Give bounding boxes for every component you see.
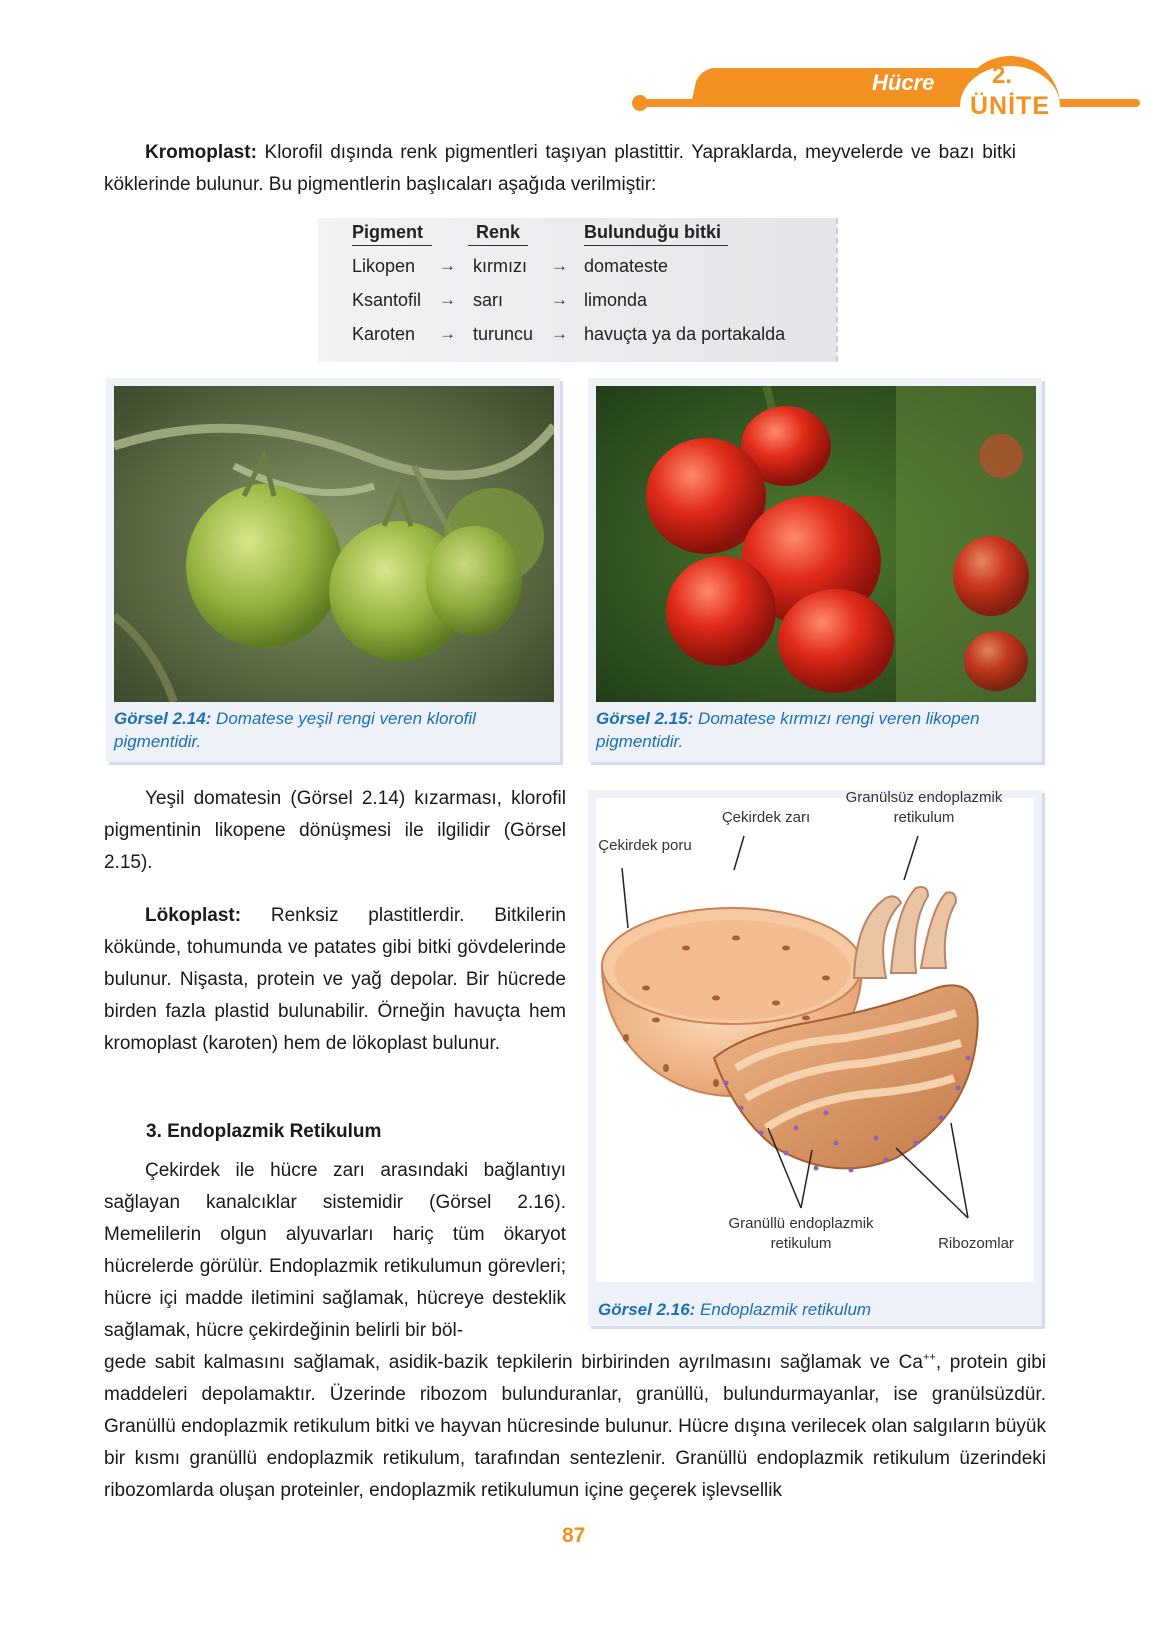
pigment-table [318, 218, 838, 362]
figure-215-label: Görsel 2.15: [596, 709, 694, 728]
arrow-icon: → [551, 290, 568, 309]
lokoplast-text: Renksiz plastitlerdir. Bitkilerin kökünde, tohumunda ve patates gibi bitki gövdelerinde bulunur. Nişasta, protein ve yağ depolar. Bir hücrede birden fazla plastid bulunabilir. Örneğin havuçta hem kromoplast (karoten) hem de lökoplast bulunur. [104, 905, 566, 1054]
arrow-icon: → [551, 324, 568, 343]
arrow-icon: → [439, 290, 456, 309]
figure-216-caption-text: Endoplazmik retikulum [695, 1300, 872, 1319]
lokoplast-term: Lökoplast: [145, 905, 242, 926]
figure-216-caption [598, 1298, 1038, 1321]
green-tomato-photo [114, 386, 554, 702]
plant-cell: limonda [584, 290, 648, 310]
unit-number: 2. [992, 62, 1013, 89]
plant-header: Bulunduğu bitki [584, 222, 728, 246]
pigment-cell: Karoten [352, 324, 416, 344]
chapter-title: Hücre [872, 70, 935, 95]
figure-215-caption-text: Domatese kırmızı rengi veren likopen pigmentidir. [596, 709, 980, 751]
er-text-part2: , protein gibi maddeleri depolamaktır. Üzerinde ribozom bulunduranlar, granüllü, bulundurmayanlar, ise granülsüzdür. Granüllü endoplazmik retikulum bitki ve hayvan hücresinde bulunur. Hücre dışına verilecek olan salgıların büyük bir kısmı granüllü endoplazmik retikulum, tarafından sentezlenir. Granüllü endoplazmik retikulum üzerindeki ribozomlarda oluşan proteinler, endoplazmik retikulumun içine geçerek işlevsellik [104, 1352, 1046, 1501]
er-diagram-panel [596, 789, 1034, 1282]
plant-cell: domateste [584, 256, 669, 276]
figure-215-caption [596, 707, 1036, 753]
arrow-icon: → [439, 324, 456, 343]
arrow-icon: → [439, 256, 456, 275]
figure-214-label: Görsel 2.14: [114, 709, 212, 728]
label-rough-er: Granüllü endoplazmik retikulum [728, 1215, 874, 1252]
header-rule-dot [632, 95, 648, 111]
color-header: Renk [468, 222, 528, 246]
er-paragraph-narrow: Çekirdek ile hücre zarı arasındaki bağlantıyı sağlayan kanalcıklar sistemidir (Görsel 2.16). Memelilerin olgun alyuvarları hariç tüm ökaryot hücrelerde görülür. Endoplazmik retikulumun görevleri; hücre içi madde iletimini sağlamak, hücreye desteklik sağlamak, hücre çekirdeğinin belirli bir böl- [104, 1160, 566, 1341]
color-cell: turuncu [473, 324, 534, 344]
color-cell: kırmızı [473, 256, 527, 276]
red-tomato-photo [596, 386, 1036, 702]
figure-216-label: Görsel 2.16: [598, 1300, 696, 1319]
page-number: 87 [562, 1524, 586, 1547]
pigment-header: Pigment [352, 222, 432, 246]
er-paragraph-wide [104, 1347, 1046, 1507]
figure-214-caption-text: Domatese yeşil rengi veren klorofil pigmentidir. [114, 709, 476, 751]
tomato-paragraph: Yeşil domatesin (Görsel 2.14) kızarması, klorofil pigmentinin likopene dönüşmesi ile ilgilidir (Görsel 2.15). [104, 788, 566, 873]
unit-word: ÜNİTE [970, 92, 1050, 120]
er-text-part1: gede sabit kalmasını sağlamak, asidik-bazik tepkilerin birbirinden ayrılmasını sağlamak ve Ca [104, 1352, 923, 1373]
er-diagram [596, 798, 1034, 1282]
pigment-cell: Likopen [352, 256, 416, 276]
header-rule [640, 99, 1140, 107]
label-nuclear-envelope: Çekirdek zarı [721, 809, 811, 826]
label-smooth-er: Granülsüz endoplazmik retikulum [845, 789, 1003, 826]
label-ribosomes: Ribozomlar [938, 1235, 1014, 1252]
arrow-icon: → [551, 256, 568, 275]
plant-cell: havuçta ya da portakalda [584, 324, 786, 344]
kromoplast-text: Klorofil dışında renk pigmentleri taşıyan plastittir. Yapraklarda, meyvelerde ve bazı bitki köklerinde bulunur. Bu pigmentlerin başlıcaları aşağıda verilmiştir: [104, 142, 1016, 195]
pigment-cell: Ksantofil [352, 290, 422, 310]
kromoplast-paragraph [104, 137, 1016, 201]
figure-214-caption [114, 707, 554, 753]
calcium-superscript: ++ [922, 1351, 936, 1364]
kromoplast-term: Kromoplast: [145, 142, 257, 163]
color-cell: sarı [473, 290, 504, 310]
section-heading: 3. Endoplazmik Retikulum [146, 1121, 382, 1142]
label-nuclear-pore: Çekirdek poru [598, 837, 692, 854]
lokoplast-paragraph [104, 900, 566, 1060]
